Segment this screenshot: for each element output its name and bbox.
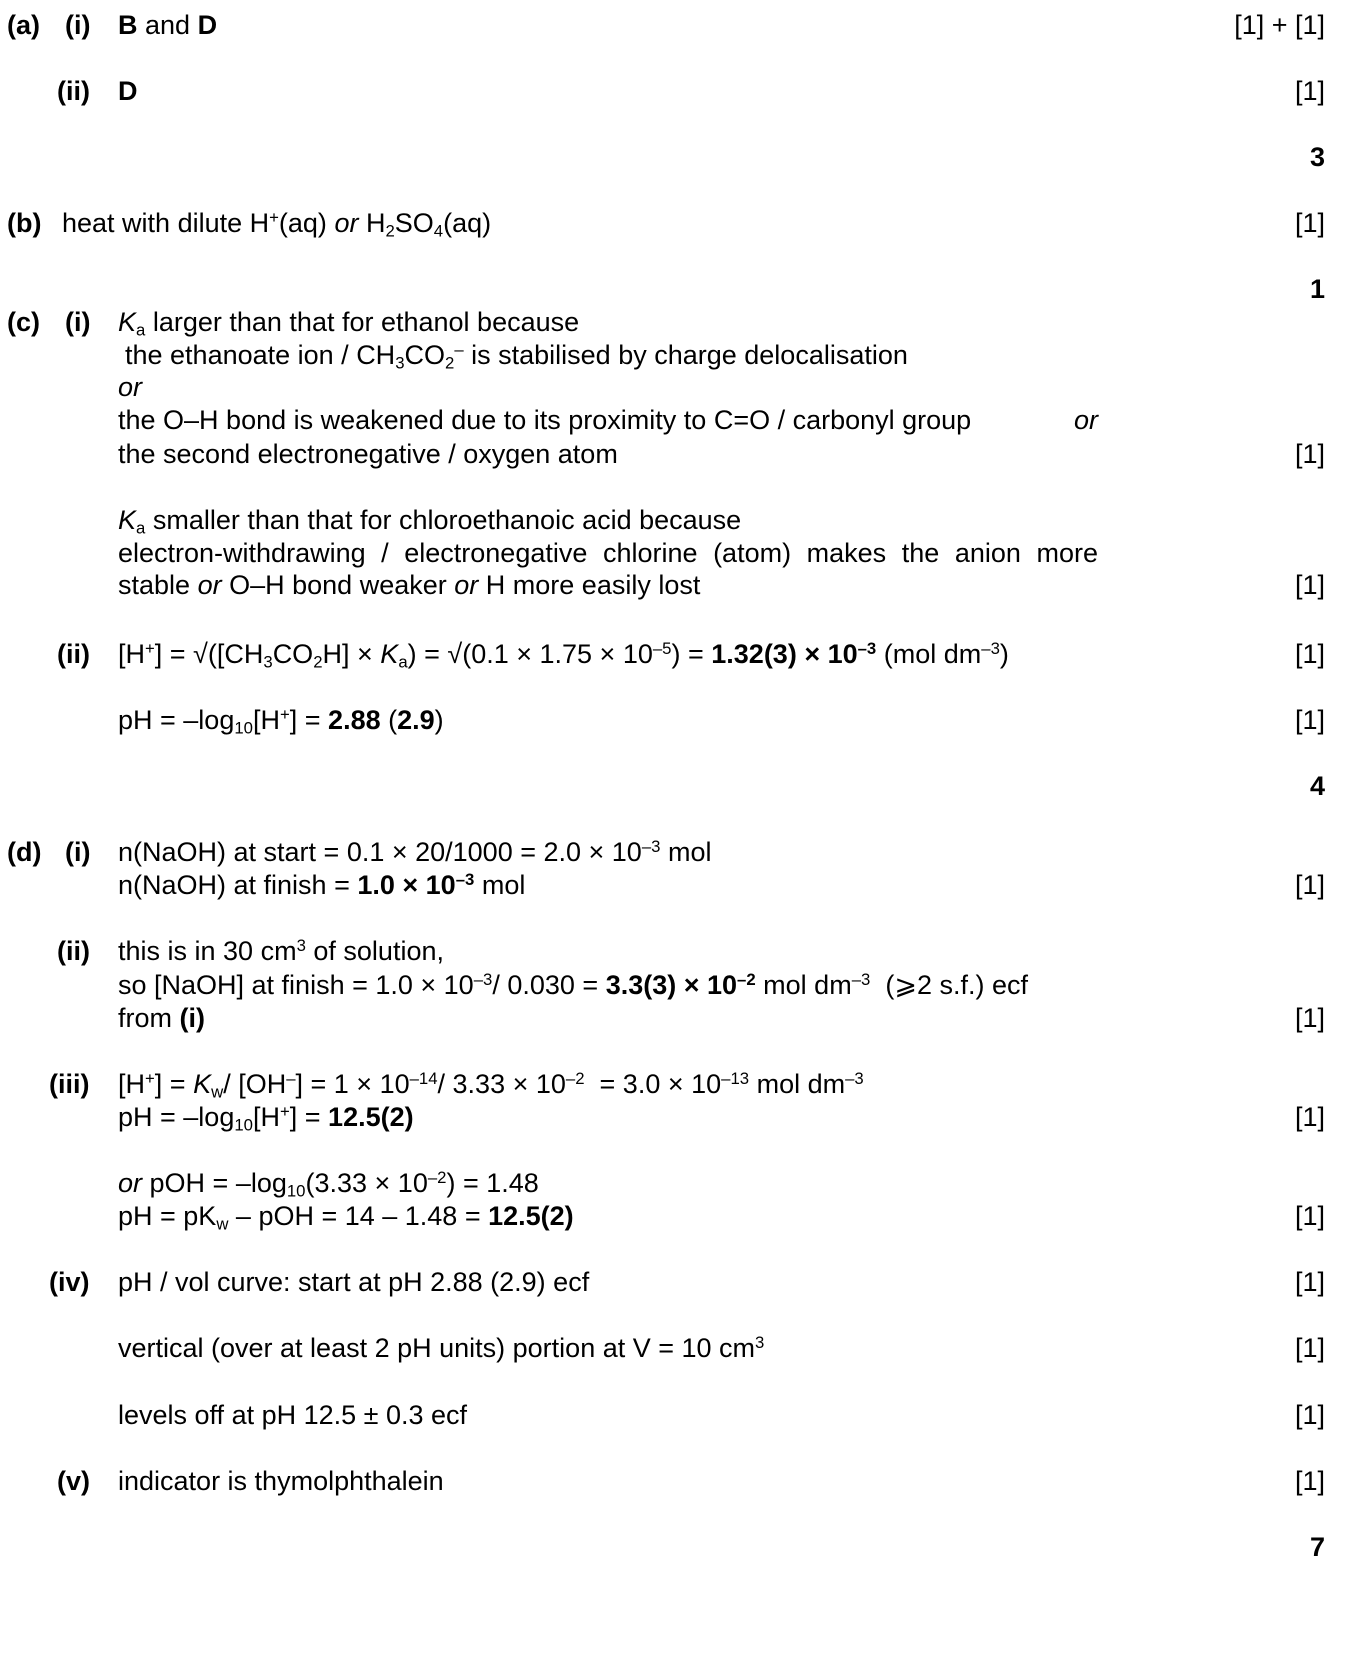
part-c-i-mark1: [1] [1294,439,1325,469]
part-d-iv-mark3: [1] [1294,1400,1325,1430]
part-a-total: 3 [1309,142,1325,172]
part-d-iii-mark2: [1] [1294,1201,1325,1231]
part-c-i-line1: $K_a$ larger than that for ethanol because [118,307,580,340]
part-d-i-line1: n(NaOH) at start = $0.1 \times 20/1000 = 2.0 \times 10^{-3}$ mol [118,836,712,867]
part-d-ii-line3: from (i) [118,1003,205,1033]
part-b-answer: heat with dilute H+(aq) or $H_2SO_4(aq)$ [62,207,492,241]
part-d-iv-line2: vertical (over at least 2 pH units) portion at V = 10 $cm^3$ [118,1332,765,1363]
part-d-iv-mark1: [1] [1294,1267,1325,1297]
part-d-label: (d) [7,837,42,867]
part-c-ii-mark2: [1] [1294,705,1325,735]
part-a-i-answer: B and D [118,10,218,40]
part-c-i-label: (i) [65,307,91,337]
part-c-label: (c) [7,307,40,337]
part-a-ii-answer: D [118,76,138,106]
part-c-i-line6: $K_a$ smaller than that for chloroethanoic acid because [118,505,742,538]
part-d-ii-mark: [1] [1294,1003,1325,1033]
part-c-i-line2: the ethanoate ion / $CH_3CO_2^-$ is stabilised by charge delocalisation [125,339,908,373]
part-d-iii-line1: $[H^+] = K_w/$ $[OH^-] = 1 \times 10^{-14}/$ $3.33 \times 10^{-2} = 3.0 \times 10^{-13}$ mol $dm^{-3}$ [118,1068,864,1102]
part-b-total: 1 [1309,274,1325,304]
part-a-ii-mark: [1] [1294,76,1325,106]
part-c-ii-label: (ii) [57,639,90,669]
part-d-ii-line1: this is in 30 $cm^3$ of solution, [118,935,444,966]
part-c-ii-equation2: pH = $-\log_{10}[H^+] = 2.88$ (2.9) [118,704,444,738]
part-d-iv-mark2: [1] [1294,1333,1325,1363]
part-c-i-mark2: [1] [1294,570,1325,600]
part-b-mark: [1] [1294,208,1325,238]
part-c-ii-mark1: [1] [1294,639,1325,669]
part-c-i-line7: electron-withdrawing / electronegative chlorine (atom) makes the anion more [118,538,1098,568]
part-a-i-mark: [1] + [1] [1234,10,1325,40]
part-c-i-line8: stable or O–H bond weaker or H more easily lost [118,570,701,600]
part-d-iii-line2: pH = $-\log_{10}[H^+] = 12.5(2)$ [118,1101,414,1135]
part-d-v-mark: [1] [1294,1466,1325,1496]
part-d-iv-label: (iv) [49,1267,90,1297]
part-d-iii-label: (iii) [49,1069,90,1099]
part-a-ii-label: (ii) [57,76,90,106]
part-d-iv-line1: pH / vol curve: start at pH 2.88 (2.9) ecf [118,1267,590,1297]
part-a-label: (a) [7,10,40,40]
part-c-i-line4: the O–H bond is weakened due to its proximity to C=O / carbonyl group or [118,405,1098,435]
part-d-ii-line2: so [NaOH] at finish = $1.0 \times 10^{-3}/$ $0.030 = 3.3(3) \times 10^{-2}$ mol $dm^{-3}$ (⩾2 s.f.) ecf [118,969,1028,1000]
part-c-total: 4 [1309,771,1325,801]
part-c-ii-equation1: $[H^+] = √([CH_3CO_2H] \times K_a) = √(0.1 \times 1.75 \times 10^{-5}) = 1.32(3) \times 10^{-3}$ (mol $dm^{-3}$) [118,638,1009,672]
part-c-i-line5: the second electronegative / oxygen atom [118,439,618,469]
part-c-i-or: or [118,372,143,402]
part-d-v-label: (v) [57,1466,90,1496]
part-d-iii-mark1: [1] [1294,1102,1325,1132]
part-d-ii-label: (ii) [57,936,90,966]
part-d-i-mark: [1] [1294,870,1325,900]
part-d-iv-line3: levels off at pH 12.5 ± 0.3 ecf [118,1400,468,1430]
part-b-label: (b) [7,208,42,238]
part-d-total: 7 [1309,1532,1325,1562]
part-d-iii-line4: pH = $pK_w$ – pOH = 14 – 1.48 = 12.5(2) [118,1201,574,1234]
part-d-iii-line3: or pOH = $-\log_{10}(3.33 \times 10^{-2}) = 1.48$ [118,1167,539,1201]
part-d-v-line1: indicator is thymolphthalein [118,1466,444,1496]
part-d-i-label: (i) [65,837,91,867]
part-d-i-line2: n(NaOH) at finish = $1.0 \times 10^{-3}$ mol [118,869,526,900]
part-a-i-label: (i) [65,10,91,40]
